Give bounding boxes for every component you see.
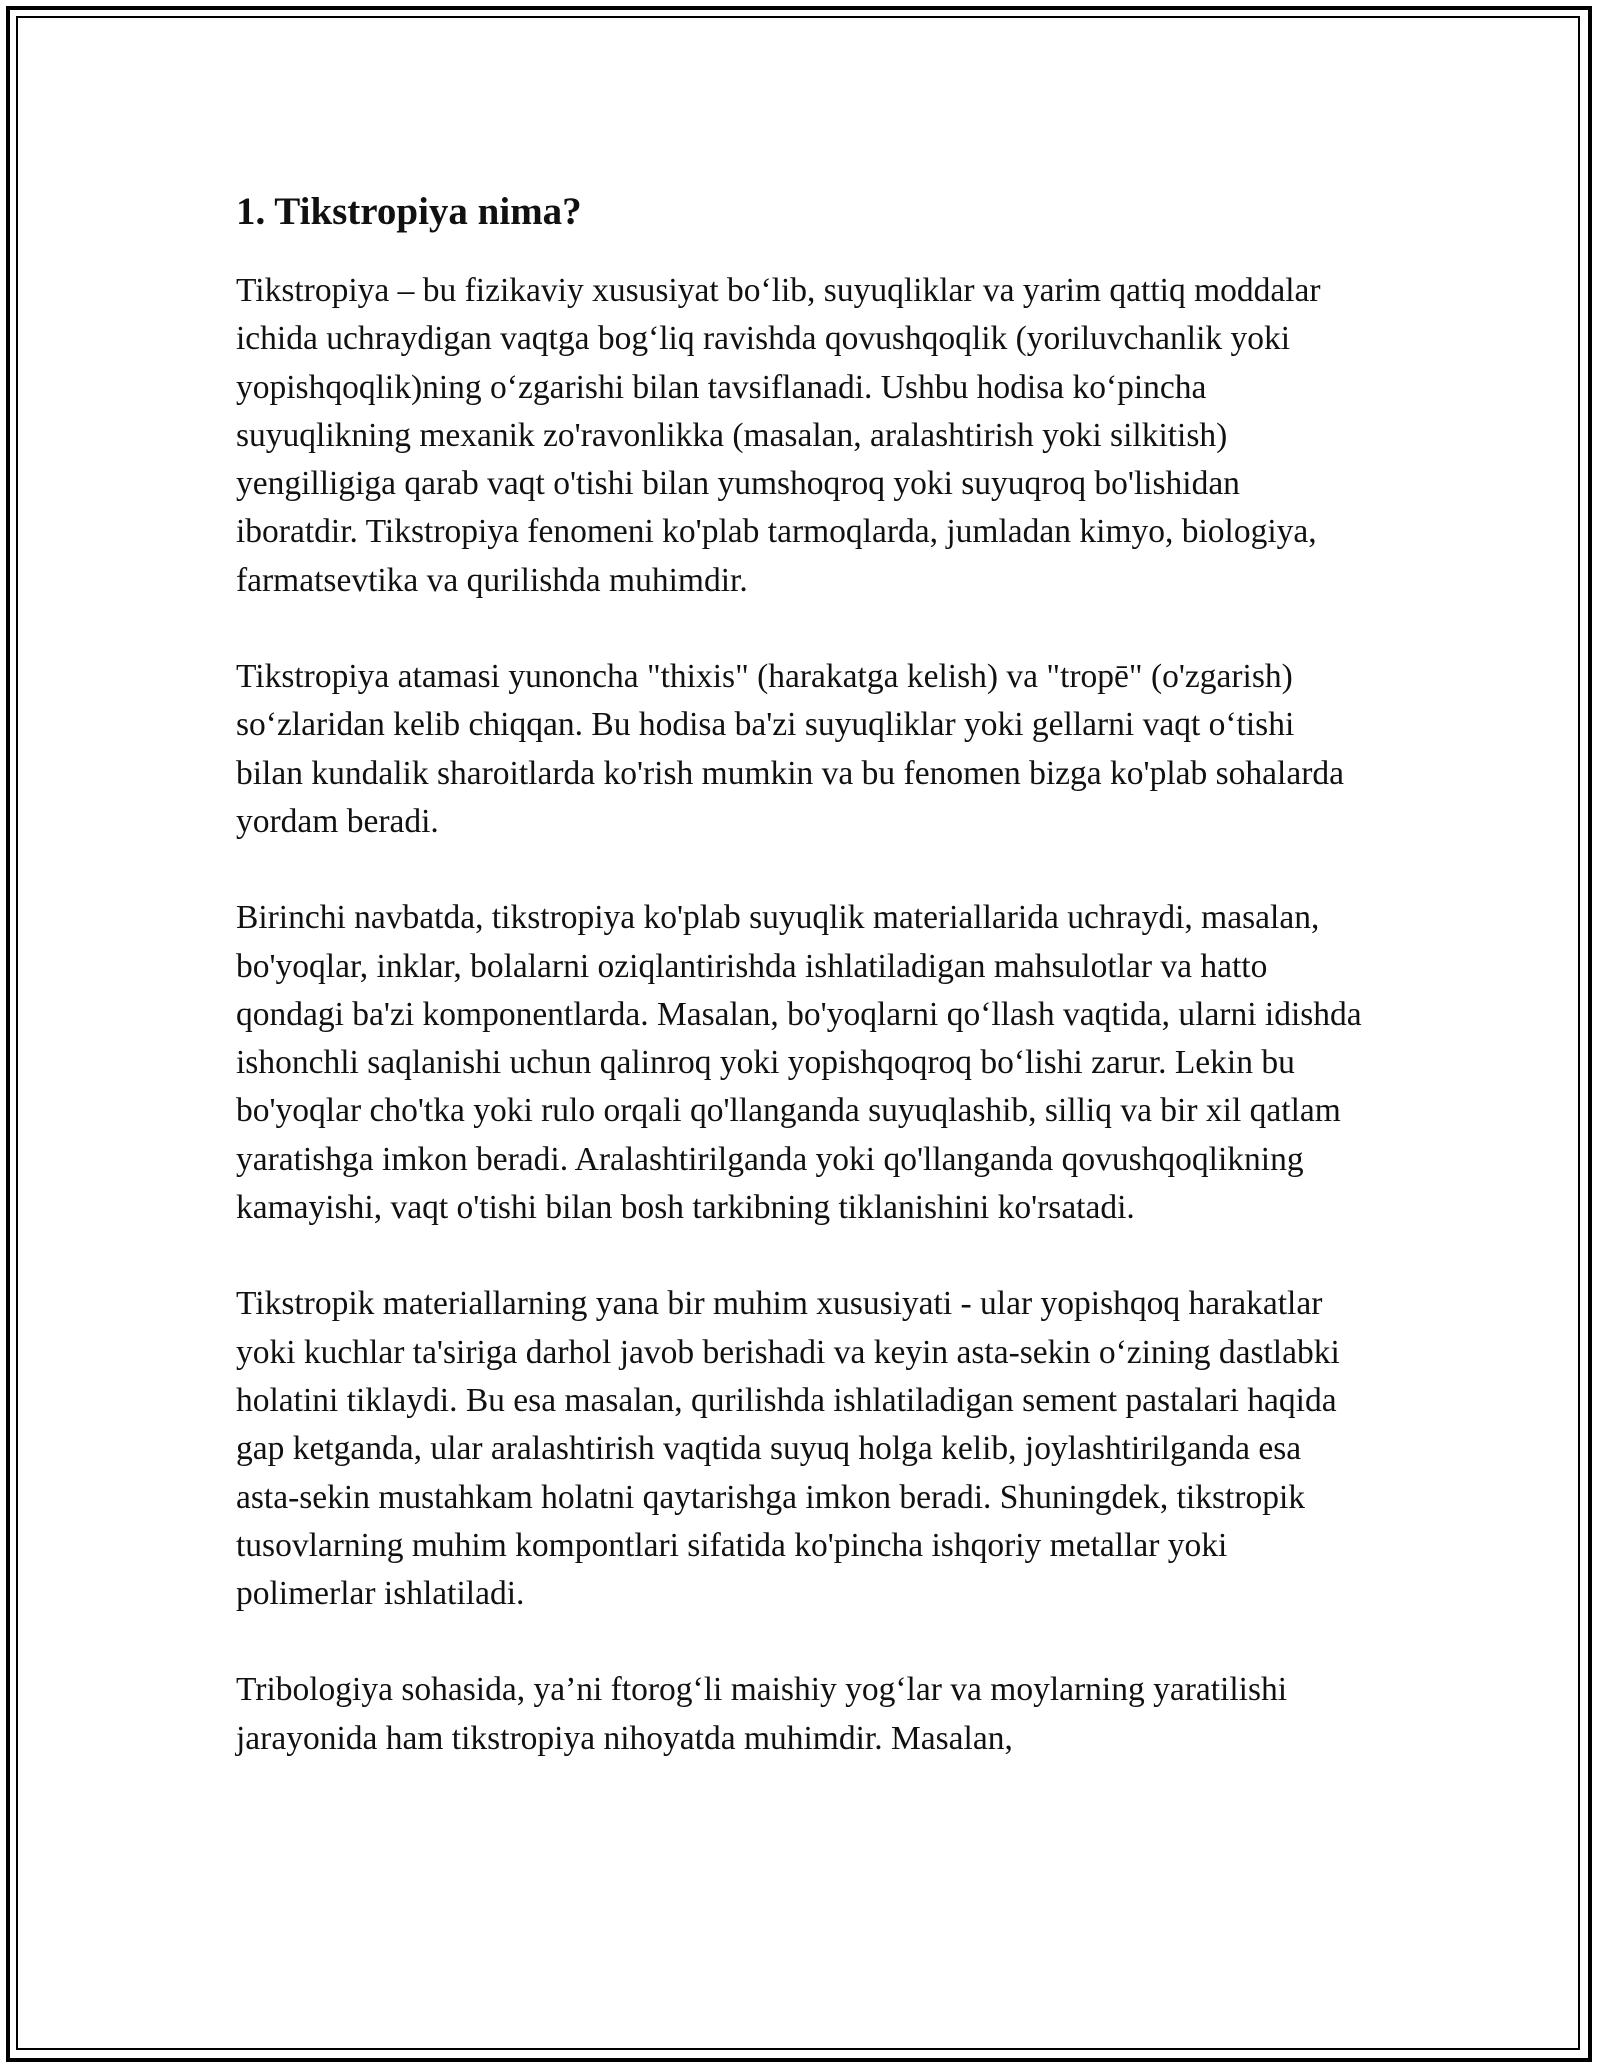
- paragraph-tribology: Tribologiya sohasida, ya’ni ftorog‘li maishiy yog‘lar va moylarning yaratilishi jarayonida ham tikstropiya nihoyatda muhimdir. Masalan,: [236, 1671, 1288, 1757]
- section-heading: 1. Tikstropiya nima?: [236, 190, 582, 233]
- paragraph-paints-example: Birinchi navbatda, tikstropiya ko'plab suyuqlik materiallarida uchraydi, masalan, bo'yoqlar, inklar, bolalarni oziqlantirishda ishlatiladigan mahsulotlar va hatto qondagi ba'zi komponentlarda. Masalan, bo'yoqlarni qo‘llash vaqtida, ularni idishda ishonchli saqlanishi uchun qalinroq yoki yopishqoqroq bo‘lishi zarur. Lekin bu bo'yoqlar cho'tka yoki rulo orqali qo'llanganda suyuqlashib, silliq va bir xil qatlam yaratishga imkon beradi. Aralashtirilganda yoki qo'llanganda qovushqoqlikning kamayishi, vaqt o'tishi bilan bosh tarkibning tiklanishini ko'rsatadi.: [236, 899, 1362, 1227]
- paragraph-definition: Tikstropiya – bu fizikaviy xususiyat bo‘lib, suyuqliklar va yarim qattiq moddalar ichida uchraydigan vaqtga bog‘liq ravishda qovushqoqlik (yoriluvchanlik yoki yopishqoqlik)ning o‘zgarishi bilan tavsiflanadi. Ushbu hodisa ko‘pincha suyuqlikning mexanik zo'ravonlikka (masalan, aralashtirish yoki silkitish) yengilligiga qarab vaqt o'tishi bilan yumshoqroq yoki suyuqroq bo'lishidan iboratdir. Tikstropiya fenomeni ko'plab tarmoqlarda, jumladan kimyo, biologiya, farmatsevtika va qurilishda muhimdir.: [236, 272, 1321, 599]
- document-body: [236, 188, 1366, 1811]
- paragraph-etymology: Tikstropiya atamasi yunoncha "thixis" (harakatga kelish) va "tropē" (o'zgarish) so‘zlaridan kelib chiqqan. Bu hodisa ba'zi suyuqliklar yoki gellarni vaqt o‘tishi bilan kundalik sharoitlarda ko'rish mumkin va bu fenomen bizga ko'plab sohalarda yordam beradi.: [236, 658, 1344, 840]
- paragraph-properties: Tikstropik materiallarning yana bir muhim xususiyati - ular yopishqoq harakatlar yoki kuchlar ta'siriga darhol javob berishadi va keyin asta-sekin o‘zining dastlabki holatini tiklaydi. Bu esa masalan, qurilishda ishlatiladigan sement pastalari haqida gap ketganda, ular aralashtirish vaqtida suyuq holga kelib, joylashtirilganda esa asta-sekin mustahkam holatni qaytarishga imkon beradi. Shuningdek, tikstropik tusovlarning muhim kompontlari sifatida ko'pincha ishqoriy metallar yoki polimerlar ishlatiladi.: [236, 1285, 1340, 1613]
